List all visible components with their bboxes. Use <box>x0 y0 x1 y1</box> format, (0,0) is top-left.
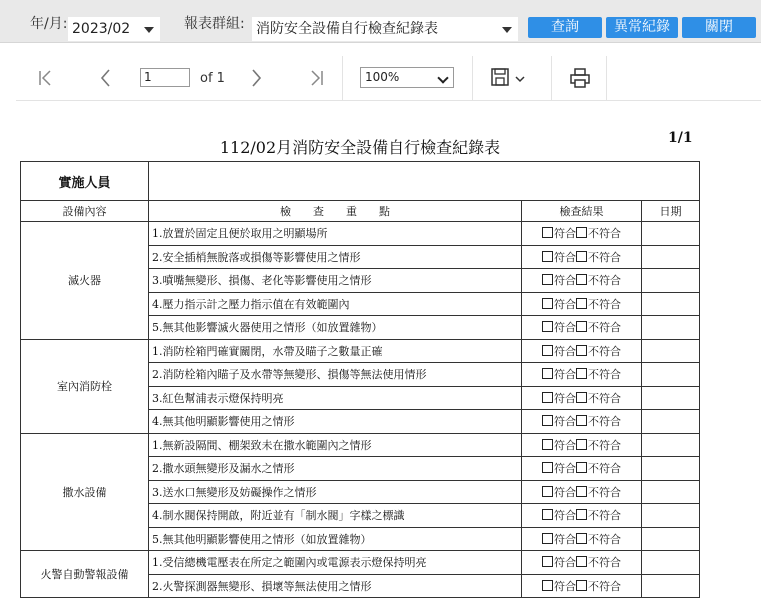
pass-label: 符合 <box>554 368 576 382</box>
checkpoint-cell: 2.撒水頭無變形及漏水之情形 <box>149 457 522 481</box>
fail-checkbox[interactable] <box>576 533 587 544</box>
page-number-input[interactable]: 1 <box>140 68 190 87</box>
pass-checkbox[interactable] <box>542 556 553 567</box>
checkpoint-cell: 1.無新設隔間、棚架致未在撒水範圍內之情形 <box>149 433 522 457</box>
date-cell <box>642 457 700 481</box>
toolbar-divider <box>606 56 607 100</box>
pass-checkbox[interactable] <box>542 392 553 403</box>
pass-checkbox[interactable] <box>542 321 553 332</box>
zoom-value: 100% <box>365 70 400 84</box>
header-points: 檢 查 重 點 <box>149 201 522 222</box>
fail-label: 不符合 <box>588 344 621 358</box>
date-cell <box>642 316 700 340</box>
checkpoint-cell: 1.受信總機電壓表在所定之範圍內或電源表示燈保持明亮 <box>149 551 522 575</box>
date-cell <box>642 222 700 246</box>
fail-label: 不符合 <box>588 509 621 523</box>
personnel-label: 實施人員 <box>21 162 149 201</box>
fail-label: 不符合 <box>588 321 621 335</box>
page-count: 1/1 <box>668 130 693 146</box>
fail-checkbox[interactable] <box>576 321 587 332</box>
fail-checkbox[interactable] <box>576 486 587 497</box>
pass-label: 符合 <box>554 509 576 523</box>
equipment-cell: 火警自動警報設備 <box>21 551 149 598</box>
toolbar-divider <box>551 56 552 100</box>
fail-checkbox[interactable] <box>576 415 587 426</box>
fail-checkbox[interactable] <box>576 580 587 591</box>
pass-label: 符合 <box>554 415 576 429</box>
result-cell <box>522 410 642 434</box>
header-result: 檢查結果 <box>522 201 642 222</box>
first-page-icon[interactable] <box>34 66 58 90</box>
fail-label: 不符合 <box>588 415 621 429</box>
checkpoint-cell: 1.放置於固定且便於取用之明顯場所 <box>149 222 522 246</box>
pass-label: 符合 <box>554 391 576 405</box>
report-viewer-toolbar <box>16 56 761 101</box>
date-cell <box>642 339 700 363</box>
toolbar-divider <box>342 56 343 100</box>
result-cell <box>522 480 642 504</box>
zoom-select[interactable] <box>360 67 454 88</box>
fail-checkbox[interactable] <box>576 392 587 403</box>
result-cell <box>522 551 642 575</box>
table-row <box>21 222 700 246</box>
chevron-down-icon <box>437 72 448 83</box>
pass-checkbox[interactable] <box>542 486 553 497</box>
pass-checkbox[interactable] <box>542 462 553 473</box>
result-cell <box>522 222 642 246</box>
fail-checkbox[interactable] <box>576 462 587 473</box>
pass-checkbox[interactable] <box>542 251 553 262</box>
date-cell <box>642 574 700 598</box>
pass-checkbox[interactable] <box>542 298 553 309</box>
header-equipment: 設備內容 <box>21 201 149 222</box>
result-cell <box>522 504 642 528</box>
pass-label: 符合 <box>554 297 576 311</box>
result-cell <box>522 339 642 363</box>
year-month-select[interactable] <box>68 17 160 41</box>
header-row <box>21 201 700 222</box>
date-cell <box>642 386 700 410</box>
result-cell <box>522 574 642 598</box>
date-cell <box>642 269 700 293</box>
pass-label: 符合 <box>554 462 576 476</box>
query-button[interactable]: 查詢 <box>528 17 602 38</box>
fail-label: 不符合 <box>588 227 621 241</box>
fail-label: 不符合 <box>588 579 621 593</box>
fail-label: 不符合 <box>588 485 621 499</box>
checkpoint-cell: 5.無其他明顯影響使用之情形（如放置雜物） <box>149 527 522 551</box>
pass-checkbox[interactable] <box>542 533 553 544</box>
date-cell <box>642 504 700 528</box>
result-cell <box>522 316 642 340</box>
pass-label: 符合 <box>554 344 576 358</box>
result-cell <box>522 245 642 269</box>
result-cell <box>522 292 642 316</box>
pass-checkbox[interactable] <box>542 439 553 450</box>
report-group-select[interactable] <box>252 17 518 41</box>
checkpoint-cell: 4.制水閥保持開啟，附近並有「制水閥」字樣之標識 <box>149 504 522 528</box>
header-date: 日期 <box>642 201 700 222</box>
previous-page-icon[interactable] <box>94 66 118 90</box>
fail-label: 不符合 <box>588 250 621 264</box>
fail-label: 不符合 <box>588 274 621 288</box>
fail-label: 不符合 <box>588 297 621 311</box>
fail-checkbox[interactable] <box>576 345 587 356</box>
save-export-icon[interactable] <box>490 66 534 90</box>
toolbar-divider <box>472 56 473 100</box>
equipment-cell: 滅火器 <box>21 222 149 340</box>
inspection-table <box>20 161 700 598</box>
personnel-row <box>21 162 700 201</box>
pass-checkbox[interactable] <box>542 368 553 379</box>
equipment-cell: 室內消防栓 <box>21 339 149 433</box>
checkpoint-cell: 3.紅色幫浦表示燈保持明亮 <box>149 386 522 410</box>
result-cell <box>522 457 642 481</box>
fail-label: 不符合 <box>588 556 621 570</box>
date-cell <box>642 527 700 551</box>
checkpoint-cell: 2.安全插梢無脫落或損傷等影響使用之情形 <box>149 245 522 269</box>
date-cell <box>642 292 700 316</box>
pass-checkbox[interactable] <box>542 345 553 356</box>
checkpoint-cell: 2.消防栓箱內瞄子及水帶等無變形、損傷等無法使用情形 <box>149 363 522 387</box>
report-title: 112/02月消防安全設備自行檢查紀錄表 <box>219 138 501 157</box>
result-cell <box>522 433 642 457</box>
table-row <box>21 339 700 363</box>
pass-label: 符合 <box>554 485 576 499</box>
fail-checkbox[interactable] <box>576 298 587 309</box>
fail-checkbox[interactable] <box>576 251 587 262</box>
pass-label: 符合 <box>554 532 576 546</box>
date-cell <box>642 410 700 434</box>
chevron-down-icon <box>502 27 512 33</box>
result-cell <box>522 527 642 551</box>
date-cell <box>642 480 700 504</box>
checkpoint-cell: 5.無其他影響滅火器使用之情形（如放置雜物） <box>149 316 522 340</box>
report-group-value: 消防安全設備自行檢查紀錄表 <box>256 21 438 37</box>
pass-checkbox[interactable] <box>542 227 553 238</box>
result-cell <box>522 269 642 293</box>
pass-checkbox[interactable] <box>542 509 553 520</box>
date-cell <box>642 433 700 457</box>
fail-checkbox[interactable] <box>576 274 587 285</box>
next-page-icon[interactable] <box>244 66 268 90</box>
fail-label: 不符合 <box>588 532 621 546</box>
filter-bar <box>0 0 761 43</box>
report-group-label: 報表群組: <box>184 16 245 32</box>
print-icon[interactable] <box>568 66 592 90</box>
chevron-down-icon <box>144 27 154 33</box>
date-cell <box>642 363 700 387</box>
page-of-label: of 1 <box>200 71 225 86</box>
pass-label: 符合 <box>554 556 576 570</box>
checkpoint-cell: 3.送水口無變形及妨礙操作之情形 <box>149 480 522 504</box>
fail-checkbox[interactable] <box>576 439 587 450</box>
fail-label: 不符合 <box>588 462 621 476</box>
pass-checkbox[interactable] <box>542 274 553 285</box>
close-button[interactable]: 關閉 <box>682 17 756 38</box>
fail-label: 不符合 <box>588 438 621 452</box>
checkpoint-cell: 4.無其他明顯影響使用之情形 <box>149 410 522 434</box>
fail-checkbox[interactable] <box>576 368 587 379</box>
checkpoint-cell: 1.消防栓箱門確實關閉，水帶及瞄子之數量正確 <box>149 339 522 363</box>
pass-label: 符合 <box>554 579 576 593</box>
fail-checkbox[interactable] <box>576 227 587 238</box>
pass-label: 符合 <box>554 250 576 264</box>
table-row <box>21 433 700 457</box>
result-cell <box>522 363 642 387</box>
fail-checkbox[interactable] <box>576 509 587 520</box>
pass-checkbox[interactable] <box>542 415 553 426</box>
fail-label: 不符合 <box>588 391 621 405</box>
anomaly-record-button[interactable]: 異常紀錄 <box>606 17 678 38</box>
equipment-cell: 撒水設備 <box>21 433 149 551</box>
fail-checkbox[interactable] <box>576 556 587 567</box>
pass-label: 符合 <box>554 438 576 452</box>
pass-checkbox[interactable] <box>542 580 553 591</box>
date-cell <box>642 551 700 575</box>
result-cell <box>522 386 642 410</box>
date-cell <box>642 245 700 269</box>
pass-label: 符合 <box>554 321 576 335</box>
checkpoint-cell: 4.壓力指示計之壓力指示值在有效範圍內 <box>149 292 522 316</box>
personnel-value <box>149 162 700 201</box>
checkpoint-cell: 2.火警探測器無變形、損壞等無法使用之情形 <box>149 574 522 598</box>
pass-label: 符合 <box>554 227 576 241</box>
table-row <box>21 551 700 575</box>
year-month-label: 年/月: <box>30 16 68 32</box>
pass-label: 符合 <box>554 274 576 288</box>
last-page-icon[interactable] <box>304 66 328 90</box>
fail-label: 不符合 <box>588 368 621 382</box>
year-month-value: 2023/02 <box>72 21 131 37</box>
checkpoint-cell: 3.噴嘴無變形、損傷、老化等影響使用之情形 <box>149 269 522 293</box>
